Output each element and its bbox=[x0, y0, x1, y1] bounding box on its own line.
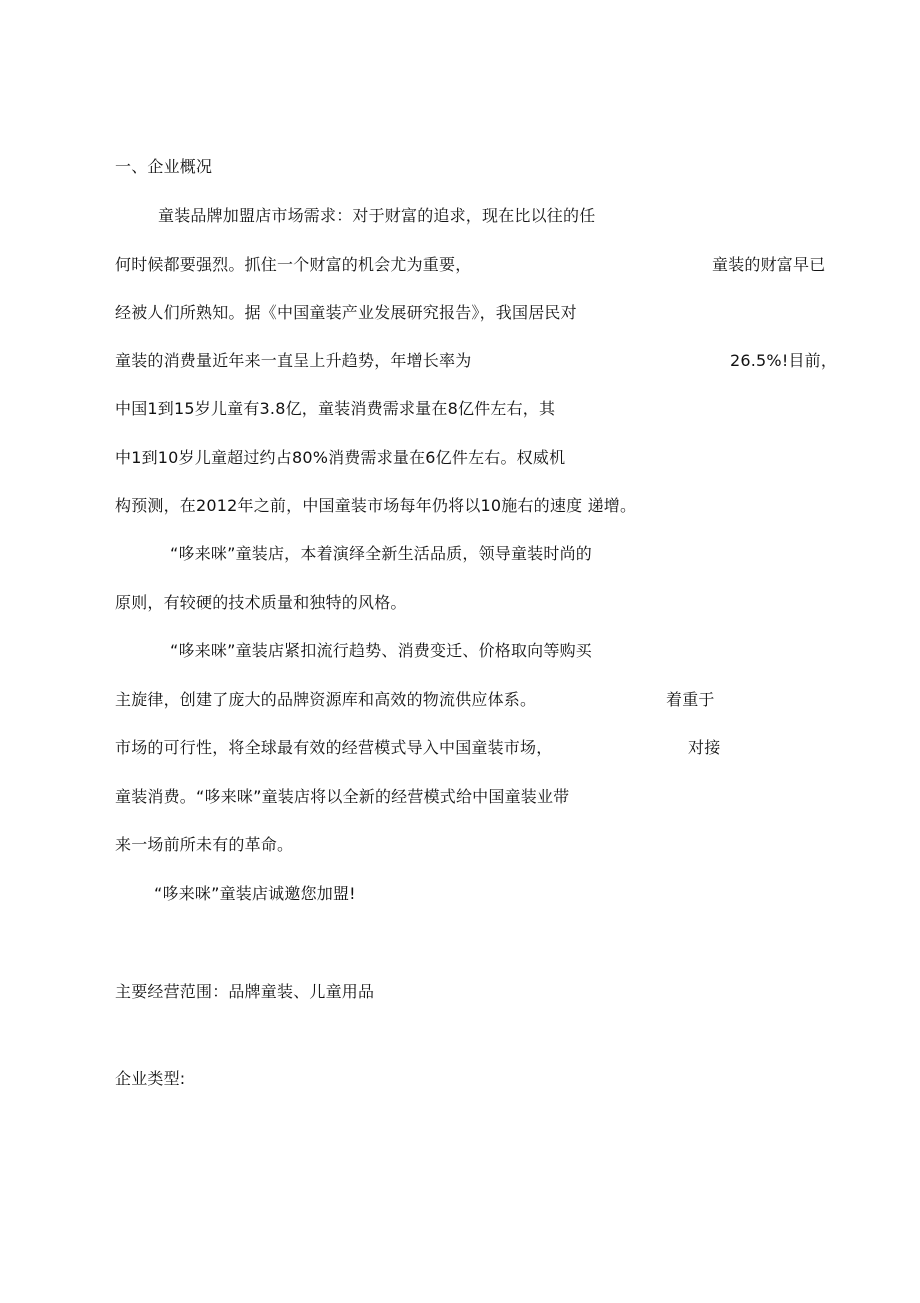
section-heading: 一、企业概况 bbox=[115, 157, 213, 176]
para3-line3a: 市场的可行性，将全球最有效的经营模式导入中国童装市场， bbox=[115, 738, 553, 757]
para1-line3: 经被人们所熟知。据《中国童装产业发展研究报告》，我国居民对 bbox=[115, 303, 577, 322]
para2-line1: “哆来咪”童装店，本着演绎全新生活品质，领导童装时尚的 bbox=[170, 544, 592, 563]
para1-line1: 童装品牌加盟店市场需求：对于财富的追求，现在比以往的任 bbox=[158, 206, 596, 225]
para3-line2a: 主旋律，创建了庞大的品牌资源库和高效的物流供应体系。 bbox=[115, 690, 537, 709]
para1-line2b: 童装的财富早已 bbox=[712, 255, 826, 274]
para3-line2b: 着重于 bbox=[666, 690, 715, 709]
para3-line1: “哆来咪”童装店紧扣流行趋势、消费变迁、价格取向等购买 bbox=[170, 641, 592, 660]
para3-line5: 来一场前所未有的革命。 bbox=[115, 835, 294, 854]
para1-line5: 中国1到15岁儿童有3.8亿，童装消费需求量在8亿件左右，其 bbox=[115, 399, 556, 418]
para3-line3b: 对接 bbox=[688, 738, 721, 757]
invitation-line: “哆来咪”童装店诚邀您加盟! bbox=[154, 884, 356, 903]
para1-line6: 中1到10岁儿童超过约占80%消费需求量在6亿件左右。权威机 bbox=[115, 448, 566, 467]
company-type: 企业类型: bbox=[115, 1069, 186, 1088]
para1-line2a: 何时候都要强烈。抓住一个财富的机会尤为重要， bbox=[115, 255, 472, 274]
para1-line7: 构预测，在2012年之前，中国童装市场每年仍将以10施右的速度 递增。 bbox=[115, 496, 637, 515]
para2-line2: 原则，有较硬的技术质量和独特的风格。 bbox=[115, 593, 407, 612]
para3-line4: 童装消费。“哆来咪”童装店将以全新的经营模式给中国童装业带 bbox=[115, 787, 570, 806]
para1-line4b: 26.5%!目前， bbox=[730, 351, 838, 370]
business-scope: 主要经营范围：品牌童装、儿童用品 bbox=[115, 982, 375, 1001]
para1-line4a: 童装的消费量近年来一直呈上升趋势，年增长率为 bbox=[115, 351, 472, 370]
